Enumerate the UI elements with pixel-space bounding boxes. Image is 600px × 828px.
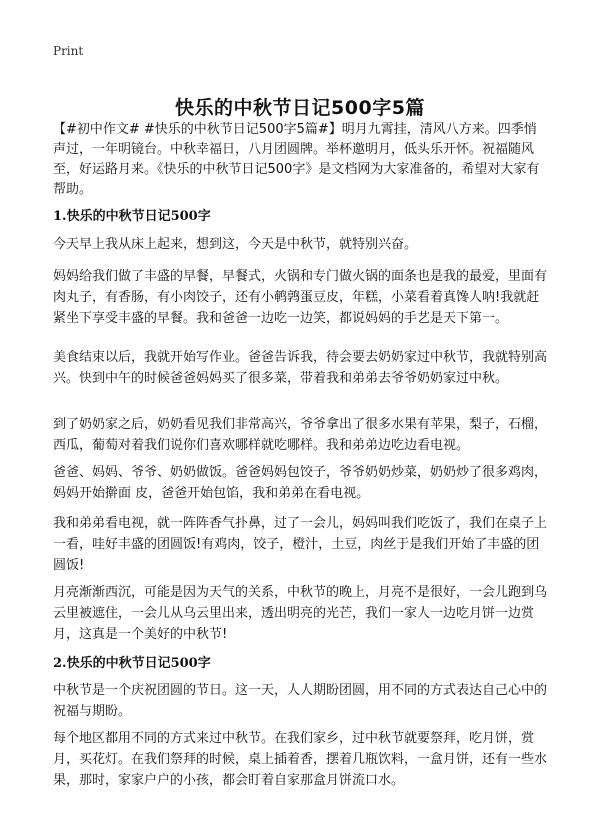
section-1-paragraph-5: 爸爸、妈妈、爷爷、奶奶做饭。爸爸妈妈包饺子，爷爷奶奶炒菜，奶奶炒了很多鸡肉，妈妈开始擀面 皮，爸爸开始包馅，我和弟弟在看电视。 [53,465,548,501]
page-title: 快乐的中秋节日记500字5篇 [175,96,425,119]
section-1-heading: 1.快乐的中秋节日记500字 [53,209,211,224]
section-2-paragraph-2: 每个地区都用不同的方式来过中秋节。在我们家乡，过中秋节就要祭拜，吃月饼，赏月，买花灯。在我们祭拜的时候，桌上插着香，摆着几瓶饮料，一盒月饼，还有一些水果，那时，家家户户的小孩，都会盯着自家那盒月饼流口水。 [53,731,548,788]
section-1-paragraph-6: 我和弟弟看电视，就一阵阵香气扑鼻，过了一会儿，妈妈叫我们吃饭了，我们在桌子上一看，哇好丰盛的团圆饭!有鸡肉，饺子，橙汁，土豆，肉丝于是我们开始了丰盛的团圆饭! [53,516,548,573]
section-1-paragraph-3: 美食结束以后，我就开始写作业。爸爸告诉我，待会要去奶奶家过中秋节，我就特别高兴。快到中午的时候爸爸妈妈买了很多菜，带着我和弟弟去爷爷奶奶家过中秋。 [53,350,548,386]
section-1-paragraph-4: 到了奶奶家之后，奶奶看见我们非常高兴，爷爷拿出了很多水果有苹果，梨子，石榴，西瓜，葡萄对着我们说你们喜欢哪样就吃哪样。我和弟弟边吃边看电视。 [53,417,548,453]
section-1-paragraph-7: 月亮渐渐西沉，可能是因为天气的关系，中秋节的晚上，月亮不是很好，一会儿跑到乌云里被遮住，一会儿从乌云里出来，透出明亮的光芒，我们一家人一边吃月饼一边赏月，这真是一个美好的中秋节! [53,585,548,642]
section-1-paragraph-1: 今天早上我从床上起来，想到这，今天是中秋节，就特别兴奋。 [53,237,418,252]
section-2-paragraph-1: 中秋节是一个庆祝团圆的节日。这一天，人人期盼团圆，用不同的方式表达自己心中的祝福与期盼。 [53,683,548,719]
intro-paragraph: 【#初中作文# #快乐的中秋节日记500字5篇#】明月九霄挂，清风八方来。四季悄声过，一年明镜台。中秋幸福日，八月团圆牌。举杯邀明月，低头乐开怀。祝福随风至，好运路月来。《快乐的中秋节日记500字》是文档网为大家准备的，希望对大家有帮助。 [53,122,540,197]
print-label: Print [53,44,84,58]
section-1-paragraph-2: 妈妈给我们做了丰盛的早餐，早餐式，火锅和专门做火锅的面条也是我的最爱，里面有肉丸子，有香肠，有小肉饺子，还有小鹌鹑蛋豆皮，年糕，小菜看着真馋人呐!我就赶紧坐下享受丰盛的早餐。我和爸爸一边吃一边笑，都说妈妈的手艺是天下第一。 [53,269,548,326]
section-2-heading: 2.快乐的中秋节日记500字 [53,656,211,671]
